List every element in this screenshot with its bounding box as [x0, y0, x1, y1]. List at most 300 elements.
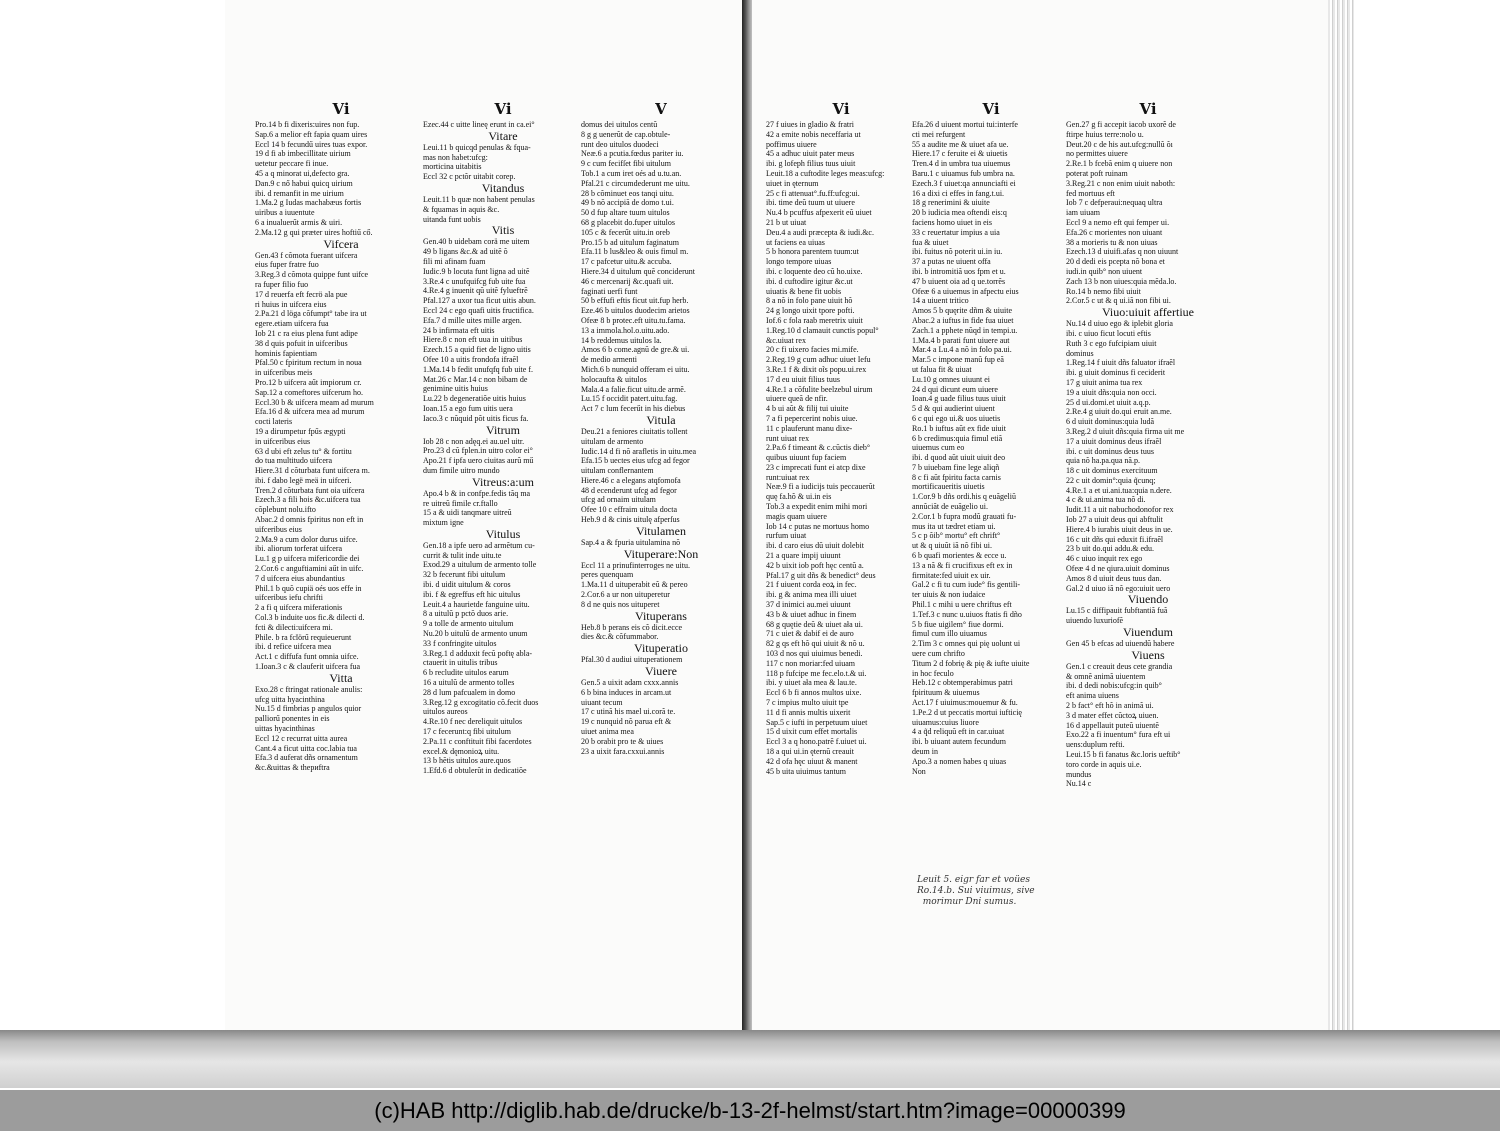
column-heading: Vi — [332, 100, 350, 118]
concordance-line: 16 d appellauit puteũ uiuentẽ — [1066, 720, 1159, 730]
concordance-line: 2.Ma.12 g qui præter uires hoftiű cő. — [255, 227, 373, 237]
concordance-line: 33 c reuertatur impius a uia — [912, 227, 1000, 237]
headword: Vitulamen — [636, 523, 686, 538]
concordance-line: uifceribus iefu chrifti — [255, 593, 323, 603]
concordance-line: 4 a q̃d reliquũ eft in car.uiuat — [912, 727, 1005, 737]
concordance-line: Sap.12 a comeftores uifcerum ho. — [255, 387, 363, 397]
concordance-line: ibi. f & egreffus eft hic uitulus — [423, 589, 521, 599]
concordance-line: iudi.in quib° non uiuent — [1066, 266, 1143, 276]
concordance-line: 7 a fi pepercerint nobis uiue. — [766, 413, 858, 423]
concordance-line: 1.Ma.2 g Iudas machabæus fortis — [255, 198, 362, 208]
concordance-line: Iof.6 c fola raab meretrix uiuit — [766, 315, 863, 325]
concordance-line: 68 g quętie deũ & uiuet ała ui. — [766, 619, 863, 629]
headword: Vitreus:a:um — [472, 474, 534, 489]
concordance-line: Abac.2 d omnis fpiritus non eft in — [255, 515, 364, 525]
concordance-line: ibi. d caro eius dũ uiuit dolebit — [766, 541, 864, 551]
concordance-line: Ofee 10 c effraim uitula docta — [581, 505, 678, 515]
concordance-line: 19 c nunquid nõ parua eft & — [581, 717, 672, 727]
concordance-line: 8 c fi aũt fpiritu facta carnis — [912, 472, 1001, 482]
concordance-line: Exo.22 a fi inuentum° fura eft ui — [1066, 730, 1171, 740]
concordance-line: 55 a audite me & uiuet afa ue. — [912, 139, 1009, 149]
concordance-line: ibi. c uit dominus deus tuus — [1066, 446, 1154, 456]
concordance-line: Heb.12 c obtemperabimus patri — [912, 678, 1013, 688]
concordance-line: Sap.5 c iufti in perpetuum uiuet — [766, 717, 868, 727]
concordance-line: 32 b fecerunt fibi uitulum — [423, 570, 506, 580]
headword: Viuo:uiuit affertiue — [1101, 305, 1195, 320]
concordance-line: uiuant tecum — [581, 697, 623, 707]
concordance-line: re uitreũ fimile cr.ftallo — [423, 498, 498, 508]
concordance-line: uiuemus cum eo — [912, 443, 965, 453]
concordance-line: ibi. b uiuant autem fecundum — [912, 737, 1006, 747]
concordance-line: ibi. g & anima mea illi uiuet — [766, 590, 857, 600]
concordance-line: 47 b uiuent oia ad q ue.torrẽs — [912, 276, 1006, 286]
concordance-line: 19 d fi ab imbecillitate uirium — [255, 149, 351, 159]
concordance-line: ibi. b intromitiã uos fpm et u. — [912, 266, 1006, 276]
concordance-line: eft anima uiuens — [1066, 691, 1119, 701]
concordance-line: 7 d uifcera eius abundantius — [255, 573, 345, 583]
concordance-line: 20 b orabit pro te & uiues — [581, 736, 664, 746]
column-text — [1066, 120, 1230, 789]
source-credit-footer: (c)HAB http://diglib.hab.de/drucke/b-13-2f-helmst/start.htm?image=00000399 — [0, 1090, 1500, 1131]
concordance-line: Pfal.127 a uxor tua ficut uitis abun. — [423, 296, 536, 306]
concordance-line: Iob 27 a uiuit deus qui abftulit — [1066, 515, 1163, 525]
concordance-line: ibi. d cuftodire igitur &c.ut — [766, 276, 853, 286]
concordance-line: 16 a dixi ci effes in fang.t.ui. — [912, 188, 1005, 198]
concordance-line: Hiere.46 c a elegans atqfomofa — [581, 475, 681, 485]
concordance-line: Ezech.15 a quid fiet de ligno uitis — [423, 345, 531, 355]
concordance-line: 8 d ne quis nos uituperet — [581, 599, 660, 609]
concordance-line: Deu.21 a feniores ciuitatis tollent — [581, 426, 688, 436]
concordance-line: dominus — [1066, 348, 1094, 358]
concordance-line: 1.Pe.2 d ut peccatis mortui iufticię — [912, 707, 1022, 717]
concordance-line: uiuet in ęternum — [766, 178, 819, 188]
concordance-line: 11 d fi annis multis uixerit — [766, 707, 851, 717]
concordance-line: Act.1 c diffufa funt omnia uifce. — [255, 652, 359, 662]
concordance-line: 7 c impius multo uiuit tpe — [766, 698, 849, 708]
concordance-line: 6 d uiuit dominus:quia ludã — [1066, 417, 1154, 427]
concordance-line: do tua multitudo uifcera — [255, 456, 333, 466]
concordance-line: 7 b uiuebam fine lege aliqñ — [912, 462, 1000, 472]
concordance-line: 21 f uiuent corda eoꝝ in fec. — [766, 580, 857, 590]
concordance-line: poffimus uiuere — [766, 139, 817, 149]
concordance-line: ftirpe huius terre:nolo u. — [1066, 129, 1144, 139]
concordance-line: hominis fapientiam — [255, 348, 317, 358]
headword: Vitrum — [486, 422, 520, 437]
concordance-line: 3.Reg.2 d uiuit dñs:quia firma uit me — [1066, 426, 1185, 436]
concordance-line: Deu.4 a audi præcepta & iudi.&c. — [766, 227, 874, 237]
concordance-line: faginati uerfi funt — [581, 286, 638, 296]
concordance-line: Eccl 14 b fecundű uires tuas expor. — [255, 139, 368, 149]
concordance-line: 20 d dedi eis pcepta nõ bona et — [1066, 257, 1165, 267]
concordance-line: 42 d ofa hęc uiuut & manent — [766, 756, 858, 766]
concordance-line: Eccl 6 b fi annos multos uixe. — [766, 688, 862, 698]
concordance-line: Lu.15 c diffipauit fubftantiã fuã — [1066, 606, 1168, 616]
concordance-line: 13 a nã & fi crucifixus eft ex in — [912, 560, 1013, 570]
right-column-1 — [766, 98, 916, 776]
concordance-line: Cant.4 a ficut uitta coc.labia tua — [255, 743, 357, 753]
concordance-line: firmitate:fed uiuit ex uir. — [912, 570, 991, 580]
concordance-line: Ro.1 b iuftus aũt ex fide uiuit — [912, 423, 1006, 433]
headword: Vituperatio — [634, 641, 688, 656]
concordance-line: Gal.2 c fi tu cum iude° fis gentili- — [912, 580, 1021, 590]
headword: Vifcera — [323, 236, 359, 251]
headword: Viuere — [645, 664, 677, 679]
column-heading: Vi — [494, 100, 512, 118]
concordance-line: runt:uiuat rex — [766, 472, 810, 482]
concordance-line: Nu.14 d uiuo ego & iplebit gloria — [1066, 319, 1173, 329]
marginal-handwritten-note: Leuit 5. eigr far et voües Ro.14.b. Sui viuimus, sive morimur Dni sumus. — [917, 875, 1035, 907]
concordance-line: Iaco.3 c nũquid põt uitis ficus fa. — [423, 413, 529, 423]
concordance-line: egere.etiam uifcera fua — [255, 319, 329, 329]
concordance-line: 16 a uitulũ de armento tolles — [423, 678, 515, 688]
concordance-line: & fquamas in aquis &c. — [423, 204, 500, 214]
concordance-line: 38 d quis pofuit in uifceribus — [255, 338, 348, 348]
concordance-line: Neæ.6 a pcutia.fœdus pariter iu. — [581, 149, 684, 159]
concordance-line: Sap.6 a melior eft fapia quam uires — [255, 129, 368, 139]
concordance-line: Eccl 24 c ego quafi uitis fructifica. — [423, 305, 534, 315]
concordance-line: Deut.20 c de his aut.ufcg:nullũ õı — [1066, 139, 1173, 149]
concordance-line: 22 c uit domin°:quia q̃cunq; — [1066, 475, 1156, 485]
concordance-line: 45 a adhuc uiuit pater meus — [766, 149, 855, 159]
concordance-line: 13 b hẽtis uitulos aure.quos — [423, 756, 511, 766]
concordance-line: Ofee 10 a uitis frondofa ifraẽl — [423, 354, 519, 364]
concordance-line: 4 c & ui.anima tua nõ di. — [1066, 495, 1146, 505]
concordance-line: fed mortuus eft — [1066, 188, 1115, 198]
concordance-line: 1.Cor.9 b dñs ordi.his q euãgeliũ — [912, 492, 1016, 502]
concordance-line: Non — [912, 766, 926, 776]
concordance-line: uere cum chrifto — [912, 649, 965, 659]
concordance-line: 17 c fecerunt:q fibi uitulum — [423, 727, 511, 737]
page-edge-stack — [1328, 0, 1354, 1030]
concordance-line: uiuere queã de nfir. — [766, 394, 828, 404]
concordance-line: mus ita ut tædret etiam ui. — [912, 521, 996, 531]
concordance-line: 63 d ubi eft zelus tu° & fortitu — [255, 446, 352, 456]
concordance-line: Phil.1 c mihi u uere chriftus eft — [912, 600, 1012, 610]
concordance-line: 17 g uiuit anima tua rex — [1066, 377, 1143, 387]
concordance-line: Heb.8 b perans eis cõ dicit.ecce — [581, 622, 683, 632]
concordance-line: fcti & dilecti:uifcera mi. — [255, 622, 333, 632]
concordance-line: Gen.1 c creauit deus cete grandia — [1066, 661, 1173, 671]
concordance-line: uitulam de armento — [581, 436, 644, 446]
concordance-line: ibi. y uiuet ała mea & lau.te. — [766, 678, 857, 688]
concordance-line: Exod.29 a uitulum de armento tolle — [423, 560, 537, 570]
concordance-line: Mala.4 a falie.ficut uitu.de armẽ. — [581, 384, 686, 394]
concordance-line: Lu.1 g p uifcera mifericordie dei — [255, 554, 360, 564]
concordance-line: 27 f uiues in gladio & fratri — [766, 120, 854, 129]
concordance-line: 45 b uita uiuimus tantum — [766, 766, 846, 776]
scanner-shadow-band — [0, 1030, 1500, 1088]
concordance-line: mortificaueritis uiuetis — [912, 482, 985, 492]
concordance-line: Tren.2 d cõturbata funt oia uifcera — [255, 485, 365, 495]
concordance-line: 2.Pa.21 d löga cõfumpt° tabe ira ut — [255, 309, 367, 319]
concordance-line: Gen.18 a ipfe uero ad armẽtum cu- — [423, 540, 535, 550]
concordance-line: fimul cum illo uiuamus — [912, 629, 987, 639]
concordance-line: Pro.12 b uifcera aűt impiorum cr. — [255, 377, 362, 387]
concordance-line: 25 d ui.domi.et uiuit a.q.p. — [1066, 397, 1151, 407]
concordance-line: 9 c cum fecifſet fibi uitulum — [581, 159, 671, 169]
concordance-line: holocaufta & uitulos — [581, 374, 647, 384]
concordance-line: Efa.7 d mille uites mille argen. — [423, 315, 522, 325]
concordance-line: Pfal.17 g uit dñs & benedict° deus — [766, 570, 876, 580]
concordance-line: in uifceribus meis — [255, 368, 313, 378]
concordance-line: Efa.26 d uiuent mortui tui:interfe — [912, 120, 1018, 129]
concordance-line: 1.Ma.4 b parati funt uiuere aut — [912, 335, 1010, 345]
concordance-line: 17 d eu uiuit filius tuus — [766, 374, 840, 384]
concordance-line: Pro.23 d cũ fplen.in uitro color ei° — [423, 446, 533, 456]
concordance-line: annũciãt de euãgelio ui. — [912, 502, 988, 512]
concordance-line: ibi. time deũ tuum ut uiuere — [766, 198, 855, 208]
concordance-line: Nu.20 b uitulũ de armento unum — [423, 629, 528, 639]
concordance-line: 3.Reg.21 c non enim uiuit naboth: — [1066, 178, 1176, 188]
concordance-line: ibi. c uiuo ficut locuti eftis — [1066, 328, 1151, 338]
concordance-line: dum fimile uitro mundo — [423, 465, 500, 475]
concordance-line: uiuet anima mea — [581, 727, 634, 737]
concordance-line: Ezec.44 c uitte lineę erunt in ca.ei° — [423, 120, 535, 129]
concordance-line: Hiere.4 b iurabis uiuit deus in ue. — [1066, 524, 1173, 534]
concordance-line: palliorű ponentes in eis — [255, 714, 330, 724]
concordance-line: quę fa.hõ & ui.in eis — [766, 492, 832, 502]
concordance-line: uens:duplum refti. — [1066, 740, 1125, 750]
left-column-3 — [581, 98, 741, 756]
headword: Vituperans — [635, 608, 687, 623]
concordance-line: uiuamus:cuius liuore — [912, 717, 979, 727]
concordance-line: toro corde in aquis ui.e. — [1066, 759, 1142, 769]
concordance-line: 46 c uiuo inquit rex ego — [1066, 554, 1143, 564]
concordance-line: Gen.5 a uixit adam cxxx.annis — [581, 678, 679, 688]
column-text — [423, 120, 583, 776]
concordance-line: 1.Reg.10 d clamauit cunctis popul° — [766, 325, 879, 335]
concordance-line: Eccl 3 a q hono.patrẽ f.uiuet ui. — [766, 737, 867, 747]
concordance-line: Col.3 b induite uos fic.& dilecti d. — [255, 613, 365, 623]
concordance-line: Iob 28 c non adęq.ei au.uel uitr. — [423, 436, 525, 446]
concordance-line: 3.Reg.3 d cõmota quippe funt uifce — [255, 270, 369, 280]
concordance-line: uifceribus eius — [255, 524, 302, 534]
concordance-line: ibi. d dedi nobis:ufcg:in quib° — [1066, 681, 1162, 691]
concordance-line: 17 d reuerfa eft fecrö ala pue — [255, 289, 348, 299]
concordance-line: Leuit.4 a haurietde fanguine uitu. — [423, 599, 530, 609]
headword: Vitta — [329, 670, 353, 685]
concordance-line: ri huius in uifcera eius — [255, 299, 327, 309]
concordance-line: Hiere.17 c feruite ei & uiuetis — [912, 149, 1008, 159]
concordance-line: Tren.4 d in umbra tua uiuemus — [912, 159, 1011, 169]
concordance-line: Ezech.3 f uiuet:qa annunciafti ei — [912, 178, 1016, 188]
concordance-line: Hiere.34 d uitulum quẽ conciderunt — [581, 266, 695, 276]
concordance-line: Titum 2 d fobrię & pię & iufte uiuite — [912, 658, 1030, 668]
concordance-line: Baru.1 c uiuamus fub umbra na. — [912, 168, 1015, 178]
concordance-line: uitulos aureos — [423, 707, 468, 717]
concordance-line: 1.Ioan.3 c & clauferit uifcera fua — [255, 662, 361, 672]
concordance-line: mundus — [1066, 769, 1092, 779]
concordance-line: 18 g renerimini & uiuite — [912, 198, 990, 208]
concordance-line: Sap.4 a & fpuria uitulamina nõ — [581, 537, 681, 547]
concordance-line: Gal.2 d uiuo iã nõ ego:uiuit uero — [1066, 583, 1171, 593]
concordance-line: quia nõ ha.pa.qua nã.p. — [1066, 456, 1140, 466]
concordance-line: runt uiuat rex — [766, 433, 810, 443]
concordance-line: Dan.9 c nő habui quicq uirium — [255, 178, 353, 188]
concordance-line: 18 c uit dominus exercituum — [1066, 466, 1158, 476]
concordance-line: Ezech.3 a fili hois &c.uifcera tua — [255, 495, 361, 505]
concordance-line: ibi. d uidit uitulum & coros — [423, 580, 511, 590]
concordance-line: 3.Reg.12 g excogitatio cõ.fecit duos — [423, 697, 539, 707]
concordance-line: domus dei uitulos centũ — [581, 120, 658, 129]
concordance-line: 15 a & uidi tanqmare uitreũ — [423, 508, 512, 518]
concordance-line: uiuatis & bene fit uobis — [766, 286, 842, 296]
concordance-line: ibi. aliorum torferat uifcera — [255, 544, 343, 554]
concordance-line: 5 b fiue uigilem° fiue dormi. — [912, 619, 1004, 629]
concordance-line: Iudic.9 b locuta funt ligna ad uitẽ — [423, 266, 530, 276]
concordance-line: Tob.1 a cum iret oés ad u.tu.an. — [581, 168, 682, 178]
headword: Vitulus — [485, 526, 521, 541]
concordance-line: Pro.14 b fi dixeris:uires non fup. — [255, 120, 360, 129]
concordance-line: 6 a inualuerűt armis & uiri. — [255, 217, 343, 227]
concordance-line: 2.Reg.19 g cum adhuc uiuet Iefu — [766, 355, 871, 365]
concordance-line: 33 f confringite uitulos — [423, 638, 497, 648]
concordance-line: dies &c.& cõfummabor. — [581, 632, 659, 642]
concordance-line: Amos 8 d uiuit deus tuus dan. — [1066, 573, 1162, 583]
concordance-line: 8 g g uenerũt de cap.obtule- — [581, 129, 671, 139]
concordance-line: Ioan.15 a ego fum uitis uera — [423, 403, 513, 413]
concordance-line: 2.Pa.6 f timeant & c.cũctis dieb° — [766, 443, 871, 453]
concordance-line: 14 a uiuent tritico — [912, 296, 969, 306]
concordance-line: Eccl 9 a nemo eft qui femper ui. — [1066, 217, 1170, 227]
concordance-line: 2.Cor.6 c anguftiamini aűt in uifc. — [255, 564, 364, 574]
concordance-line: ibi. d quod aũt uiuit uiuit deo — [912, 453, 1006, 463]
concordance-line: mas non habet:ufcg: — [423, 152, 488, 162]
concordance-line: Efa.16 d & uifcera mea ad murum — [255, 407, 365, 417]
left-column-2 — [423, 98, 583, 776]
concordance-line: 50 d fup altare tuum uitulos — [581, 208, 670, 218]
right-page — [752, 0, 1332, 1030]
concordance-line: Ro.14 b nemo fibi uiuit — [1066, 286, 1141, 296]
concordance-line: 15 d uixit cum effet mortalis — [766, 727, 858, 737]
concordance-line: Eze.46 b uitulos duodecim arietos — [581, 306, 690, 316]
concordance-line: Lu.15 f occidit patert.uitu.fag. — [581, 394, 678, 404]
concordance-line: ibi. fuitus nõ poterit ui.in iu. — [912, 247, 1003, 257]
concordance-line: 17 c pafcetur uitu.& accuba. — [581, 257, 672, 267]
concordance-line: excel.& dęmonioꝝ uitu. — [423, 746, 500, 756]
concordance-line: 49 b nõ accipiã de domo t.ui. — [581, 198, 674, 208]
concordance-line: Pfal.50 c fpiritum rectum in noua — [255, 358, 362, 368]
concordance-line: 45 a q minorat ui,defecto gra. — [255, 168, 350, 178]
concordance-line: 19 a uiuit dñs:quia non occi. — [1066, 387, 1157, 397]
headword: Vitula — [646, 412, 676, 427]
concordance-line: 16 c uit dñs qui eduxit fi.ifraẽl — [1066, 534, 1164, 544]
concordance-line: 2.Pa.11 c conftituit fibi facerdotes — [423, 736, 532, 746]
concordance-line: 4.Re.1 a et ui.ani.tua:quia n.dere. — [1066, 485, 1172, 495]
concordance-line: morticina uitabitis — [423, 162, 482, 172]
headword: Vitis — [491, 223, 515, 238]
concordance-line: 2.Tim 3 c omnes qui pię uolunt ui — [912, 639, 1021, 649]
concordance-line: 4 b ui aũt & filij tui uiuite — [766, 404, 849, 414]
concordance-line: Heb.9 d & cinis uitulę afperſus — [581, 515, 680, 525]
concordance-line: mixtum igne — [423, 518, 464, 528]
concordance-line: 42 b uixit iob poft hęc centũ a. — [766, 560, 864, 570]
concordance-line: 8 a nõ in folo pane uiuit hõ — [766, 296, 853, 306]
column-heading: V — [655, 100, 667, 118]
concordance-line: uitulam conflernantem — [581, 466, 654, 476]
concordance-line: ufcg uitta hyacinthina — [255, 694, 325, 704]
concordance-line: 25 c fi attenuat°.fu.ff:ufcg:ui. — [766, 188, 860, 198]
concordance-line: 117 c non moriar:fed uiuam — [766, 658, 856, 668]
concordance-line: 9 a tolle de armento uitulum — [423, 619, 514, 629]
concordance-line: magis quam uiuere — [766, 511, 827, 521]
concordance-line: 68 g placebit do.fuper uitulos — [581, 217, 675, 227]
headword: Vituperare:Non — [623, 546, 699, 561]
concordance-line: Iob 21 c ra eius plena funt adipe — [255, 328, 358, 338]
concordance-line: ut & q uiuũt iã nõ fibi ui. — [912, 541, 992, 551]
concordance-line: ibi. g uiuit dominus fi ceciderit — [1066, 368, 1166, 378]
concordance-line: 2.Cor.1 b fupra modũ grauati fu- — [912, 511, 1017, 521]
concordance-line: Apo.21 f ipfa uero ciuitas aurũ mű — [423, 456, 534, 466]
concordance-line: Pro.15 b ad uitulum faginatum — [581, 237, 679, 247]
concordance-line: Iudit.11 a uit nabuchodonofor rex — [1066, 505, 1174, 515]
concordance-line: 2.Ma.9 a cum dolor durus uifce. — [255, 534, 358, 544]
column-text — [912, 120, 1070, 776]
concordance-line: no permittes uiuere — [1066, 149, 1128, 159]
concordance-line: 1.Ma.11 d uituperabit eũ & pereo — [581, 580, 688, 590]
concordance-line: Lu.10 g omnes uiuunt ei — [912, 374, 990, 384]
column-heading: Vi — [1139, 100, 1157, 118]
concordance-line: 6 c qui ego ui.& uos uiuetis — [912, 413, 1001, 423]
concordance-line: 5 c p õib° mortu° eft chrift° — [912, 531, 1001, 541]
concordance-line: cõplebunt nolu.ifto — [255, 505, 316, 515]
concordance-line: ibi. d refice uifcera mea — [255, 642, 332, 652]
concordance-line: ibi. g lofeph filius tuus uiuit — [766, 159, 856, 169]
concordance-line: 19 a dirumpetur fpűs ægypti — [255, 426, 346, 436]
concordance-line: Phil.1 b quõ cupiä oés uos effe in — [255, 583, 362, 593]
concordance-line: 5 d & qui audierint uiuent — [912, 404, 995, 414]
concordance-line: 5 b honora parentem tuum:ut — [766, 247, 859, 257]
concordance-line: Neæ.9 fi a iudicijs tuis peccauerũt — [766, 482, 875, 492]
concordance-line: genimine uitis huius — [423, 384, 488, 394]
concordance-line: & omnẽ animã uiuentem — [1066, 671, 1146, 681]
concordance-line: 2 b fact° eft hõ in animã ui. — [1066, 701, 1154, 711]
concordance-line: in uifceribus eius — [255, 436, 311, 446]
concordance-line: fili mi afinam fuam — [423, 256, 486, 266]
concordance-line: 14 b reddemus uitulos la. — [581, 335, 662, 345]
concordance-line: Mich.6 b nunquid offeram ei uitu. — [581, 364, 690, 374]
concordance-line: 46 c mercenarij &c.quafi uit. — [581, 276, 674, 286]
concordance-line: 50 b effufi eftis ficut uit.fup herb. — [581, 296, 689, 306]
concordance-line: Apo.4 b & in confpe.fedis tãq ma — [423, 488, 531, 498]
concordance-line: de medio armenti — [581, 355, 637, 365]
concordance-line: 4.Re.4 g inuenit qũ uitẽ fylueftrẽ — [423, 286, 528, 296]
concordance-line: 18 a qui ui.in ęternũ creauit — [766, 747, 854, 756]
concordance-line: Leui.11 b quicqd penulas & fqua- — [423, 142, 531, 152]
concordance-line: Eccl 12 c recurrat uitta aurea — [255, 733, 348, 743]
concordance-line: 6 b recludite uitulos earum — [423, 668, 509, 678]
concordance-line: 24 g longo uixit tpore pofti. — [766, 306, 855, 316]
concordance-line: ter uiuis & non iudaice — [912, 590, 986, 600]
concordance-line: uittas hyacinthinas — [255, 724, 315, 734]
concordance-line: Gen.27 g fi accepit iacob uxorẽ de — [1066, 120, 1176, 129]
concordance-line: Amos 5 b quęrite dñm & uiuite — [912, 306, 1012, 316]
concordance-line: Hiere.8 c non eft uua in uitibus — [423, 335, 523, 345]
concordance-line: 118 p fufcipe me fec.elo.t.& ui. — [766, 668, 867, 678]
concordance-line: 43 b & uiuet adhuc in finem — [766, 609, 857, 619]
concordance-line: cti mei refurgent — [912, 129, 966, 139]
concordance-line: &c.uiuat rex — [766, 335, 806, 345]
concordance-line: Efa.15 b uectes eius ufcg ad fegor — [581, 456, 690, 466]
headword: Viuendo — [1127, 592, 1169, 607]
concordance-line: Zach.1 a pphete nũqd in tempi.u. — [912, 325, 1018, 335]
concordance-line: 82 g qs eft hõ qui uiuit & nõ u. — [766, 639, 865, 649]
concordance-line: fua & uiuet — [912, 237, 949, 247]
concordance-line: Efa.26 c morientes non uiuant — [1066, 227, 1163, 237]
concordance-line: ibi. c loquente deo cũ ho.uixe. — [766, 266, 863, 276]
concordance-line: 23 a uixit fara.cxxui.annis — [581, 746, 665, 756]
concordance-line: 37 a putas ne uiuent offa — [912, 257, 991, 267]
